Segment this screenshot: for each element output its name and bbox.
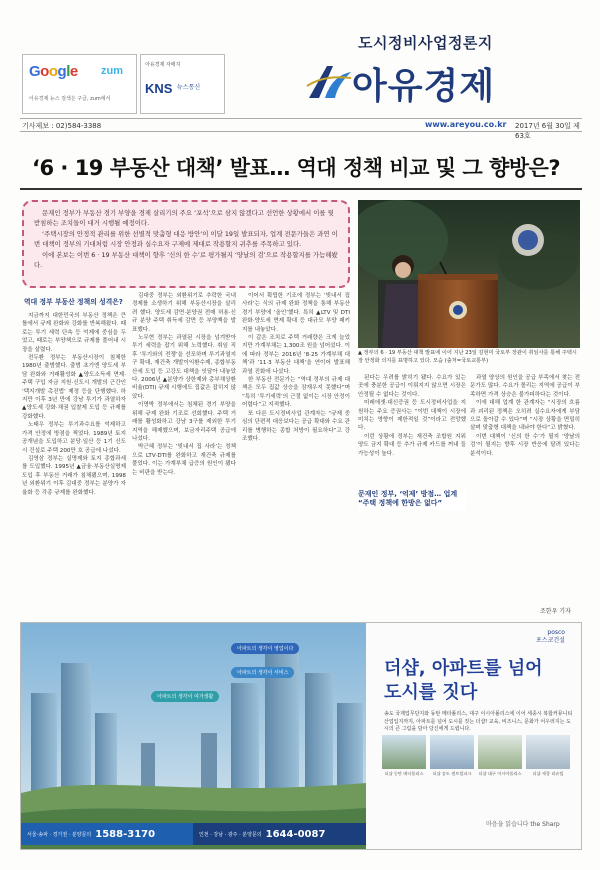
body-paragraph: 이런 상황에 정부는 재건축 조합원 지위 양도 금지 확대 등 추가 규제 카드를 꺼내 들 가능성이 높다. <box>358 433 466 457</box>
lede-paragraph: 이에 본보는 이번 6 · 19 부동산 대책이 향후 ‘신의 한 수’로 평가될지 ‘양날의 검’으로 작용할지를 가늠해봤다. <box>34 250 338 270</box>
photo-caption: ▲ 정부의 6 · 19 부동산 대책 발표에 이어 지난 23일 김현미 국토부 장관이 취임사를 통해 주택시장 안정화 의지를 표명하고 있다. 모습 (출처=국토교통부) <box>358 350 577 364</box>
thumbnail-caption: 더샵 세종 리슈빌 <box>532 771 564 776</box>
google-logo: Google <box>29 63 78 80</box>
kns-banner[interactable] <box>140 54 225 114</box>
article-headline: ‘6 · 19 부동산 대책’ 발표… 역대 정책 비교 및 그 향방은? <box>32 156 561 180</box>
lede-paragraph: ‘주택시장의 안정적 관리를 위한 선별적 맞춤형 대응 방안’이 이달 19일 발표되자, 업계 전문가들은 과연 이번 대책이 정부의 기대처럼 시장 안정과 실수요자 구제에 제대로 작용할지 귀추를 주목하고 있다. <box>34 229 338 249</box>
info-bar <box>20 118 582 140</box>
banner-caption: 아유경제 뉴스 검색은 구글, zum에서 <box>29 96 111 102</box>
body-paragraph: 박근혜 정부는 ‘빚내서 집 사라’는 정책으로 LTV·DTI를 완화하고 재건축 규제를 풀었다. 이는 가계부채 급증의 원인이 됐다는 비판을 받는다. <box>132 444 236 476</box>
ad-thumbnail <box>478 735 522 769</box>
thumbnail-caption: 더샵 대구 이시아폴리스 <box>478 771 522 776</box>
reporter-byline: 조한우 기자 <box>540 608 571 615</box>
posco-logo: posco 포스코건설 <box>536 629 565 644</box>
posco-advertisement[interactable] <box>20 622 582 850</box>
ad-copy-panel <box>366 623 582 850</box>
call-label: 인천 · 강남 · 광주 · 분양문의 <box>199 831 262 838</box>
masthead-tagline: 도시정비사업정론지 <box>358 34 493 52</box>
tip-phone: 기사제보 : 02)584-3388 <box>22 122 102 130</box>
ad-thumbnail <box>382 735 426 769</box>
ad-thumbnail <box>430 735 474 769</box>
body-paragraph: 이어서 확립한 기조에 정부는 ‘빚내서 집 사라’는 식의 규제 완화 정책을 통해 부동산 경기 부양에 ‘올인’했다. 특히 ▲LTV 및 DTI 완화·양도세 면제 확대 등 대규모 부양 패키지를 내놓았다. <box>242 293 350 333</box>
ad-headline-line: 더샵, 아파트를 넘어 <box>384 658 543 679</box>
body-column-5 <box>470 374 580 606</box>
body-paragraph: 이번 대책이 ‘신의 한 수’가 될지 ‘양날의 검’이 될지는 향후 시장 반응에 달려 있다는 분석이다. <box>470 433 580 457</box>
body-paragraph: 노무현 정부는 과열된 시장을 넘겨받아 투기 세력을 잡기 위해 노력했다. 취임 직후 ‘투기와의 전쟁’을 선포하며 투기과열지구 확대, 재건축 개발이익환수제, 종합부동산세 도입 등 고강도 대책을 잇달아 내놓았다. 2006년 ▲분양가 상한제와 총부채상환비율(DTI) 규제 시행에도 집값은 잡히지 않았다. <box>132 335 236 400</box>
body-paragraph: 미래에셋·대신증권 등 도시정비사업을 지원하는 주요 증권사는 “이번 대책이 시장에 미치는 영향이 제한적일 것”이라고 전망했다. <box>358 400 466 432</box>
thumbnail-caption: 더샵 송도 센트럴파크 <box>432 771 472 776</box>
call-label: 서울·송파 · 경기권 · 분양문의 <box>27 831 92 838</box>
body-paragraph: 이명박 정부에서는 침체된 경기 부양을 위해 규제 완화 기조로 선회했다. 주택 거래를 활성화하고 강남 3구를 제외한 투기지역을 해제했으며, 보금자리주택 공급에 나섰다. <box>132 402 236 442</box>
body-paragraph: 전두환 정부는 부동산시장이 침체한 1980년 출범했다. 출범 초기엔 양도세 부담 완화와 거래활성화 ▲양도소득세 면제·주택 구입 자금 지원·신도시 개발의 근간인 ‘택지개발 촉진법’ 제정 등을 단행했다. 하지만 이후 3년 만에 강남 투기가 과열하자 ▲양도세 강화·채권 입찰제 도입 등 규제를 강화했다. <box>22 355 126 420</box>
call-number: 1588-3170 <box>95 828 156 840</box>
thumbnail-caption: 더샵 동탄 메타폴리스 <box>384 771 424 776</box>
google-zum-banner[interactable] <box>22 54 137 114</box>
ad-tag: 아파트의 생각이 여가생활 <box>151 691 219 702</box>
ad-headline <box>384 657 542 705</box>
podium-photo-image <box>358 200 580 348</box>
body-paragraph: 노태우 정부는 투기과수요를 억제하고 가격 안정에 방점을 찍었다. 1989년 토지 공개념을 도입하고 분당·일산 등 1기 신도시 건설로 주택 200만 호 공급에 나섰다. <box>22 422 126 454</box>
section-subhead: 역대 정부 부동산 정책의 성격은? <box>24 298 123 306</box>
body-paragraph: 된다는 우려를 밝히기 됐다. 수요가 있는 곳에 충분한 공급이 이뤄지지 않으면 시장은 안정될 수 없다는 것이다. <box>358 375 466 398</box>
issue-date: 2017년 6월 30일 제63호 <box>515 122 580 140</box>
headline-divider <box>20 188 582 190</box>
ad-thumbnail <box>526 735 570 769</box>
city-skyline-image <box>21 623 366 850</box>
body-paragraph: 또 다른 도시정비사업 관계자는 “규제 중심의 단편적 대응보다는 공급 확대와 수요 관리를 병행하는 종합 처방이 필요하다”고 강조했다. <box>242 410 350 442</box>
brand-logo-icon <box>305 60 353 102</box>
body-paragraph: 한 부동산 전문가는 “역대 정부의 규제 대책은 모두 집값 상승을 잠재우지 못했다”며 “특히 ‘투기세력’의 근절 없이는 시장 안정이 어렵다”고 지적했다. <box>242 377 350 409</box>
ad-thumbnails <box>382 735 572 783</box>
section-subhead-2: 문재인 정부, ‘억제’ 방점… 업계 “주택 정책에 한방은 없다” <box>358 488 466 510</box>
ad-slogan: 마음을 읽습니다 the Sharp <box>486 821 560 828</box>
ad-tag: 아파트의 생각이 영업이다 <box>231 643 299 654</box>
brand-name: 아유경제 <box>352 66 496 107</box>
ad-body-text: 송도 국제업무단지와 동탄 메타폴리스, 대구 이시아폴리스에 이어 세종시 복합커뮤니티 산업입지까지, 아파트를 넘어 도시를 짓는 더샵! 교육, 비즈니스, 문화가 어우러지는 도시의 큰 그림을 담아 당신에게 드립니다. <box>384 711 573 732</box>
call-number: 1644-0087 <box>265 828 326 840</box>
ad-headline-line: 도시를 짓다 <box>384 682 478 703</box>
call-bar-2[interactable] <box>193 823 366 845</box>
body-column-3 <box>242 292 350 614</box>
body-column-2 <box>132 292 236 614</box>
body-paragraph: 지금까지 대한민국의 부동산 정책은 큰 틀에서 규제 완화와 강화를 반복해왔다. 때로는 투기 세력 단속 등 억제에 중심을 두었고, 때로는 부양책으로 규제를 풀어내 시장을 살렸다. <box>22 313 126 353</box>
kns-logo: KNS <box>145 81 173 96</box>
body-paragraph: 이에 대해 업계 한 관계자는 “시장의 흐름과 괴리된 정책은 오히려 실수요자에게 부담으로 돌아갈 수 있다”며 “시장 상황을 면밀히 살펴 맞춤형 대책을 내놔야 한다”고 밝혔다. <box>470 400 580 432</box>
body-paragraph: 김영삼 정부는 실명제와 토지 종합과세를 도입했다. 1995년 ▲금융·부동산실명제 도입 후 부동산 거래가 침체됐으며, 1998년 외환위기 이후 김대중 정부는 분양가 자율화 등 각종 규제를 완화했다. <box>22 455 126 496</box>
body-column-1 <box>22 312 126 614</box>
sister-paper-label: 아유경제 자매지 <box>145 62 181 68</box>
kns-logo-sub: 뉴스통신 <box>177 84 201 91</box>
zum-logo: zum <box>101 65 123 77</box>
body-paragraph: 과열 양상의 원인을 공급 부족에서 찾는 전문가도 많다. 수요가 몰리는 지역에 공급이 부족하면 가격 상승은 불가피하다는 것이다. <box>470 375 580 398</box>
lede-box <box>22 200 350 288</box>
article-photo <box>358 200 580 348</box>
call-bar-1[interactable] <box>21 823 193 845</box>
body-paragraph: 김대중 정부는 외환위기로 추락한 국내 경제를 소생하기 위해 부동산시장을 살리려 했다. 양도세 감면·분양권 전매 허용·신규 분양 주택 취득세 감면 등 부양책을 발표했다. <box>132 293 236 333</box>
lede-paragraph: 문재인 정부가 부동산 경기 부양을 경제 살리기의 주요 ‘포석’으로 삼지 않겠다고 선언한 상황에서 이를 뒷받침하는 조치들이 대거 시행될 예정이다. <box>34 209 334 228</box>
ad-tag: 아파트의 생각이 서비스 <box>231 667 294 678</box>
site-url[interactable]: www.areyou.co.kr <box>425 120 507 129</box>
body-paragraph: 이 같은 조치로 주택 거래량은 크게 늘었지만 가계부채는 1,300조 원을 넘어섰다. 이에 따라 정부는 2016년 ‘8·25 가계부채 대책’과 ‘11·3 부동산 대책’을 연이어 발표해 과열 진화에 나섰다. <box>242 335 350 375</box>
